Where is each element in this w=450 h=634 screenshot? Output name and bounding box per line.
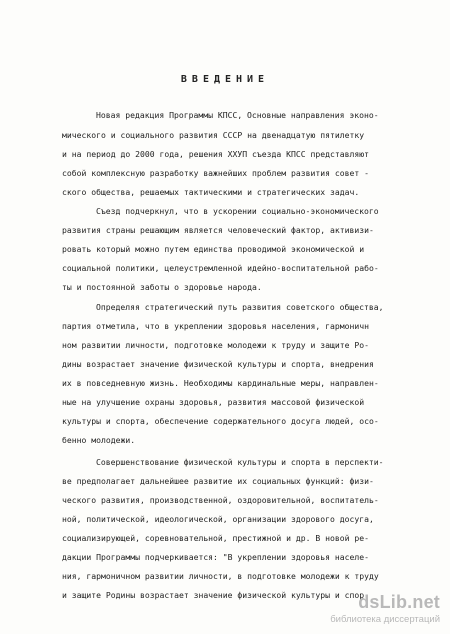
- watermark-logo: dsLib.net: [358, 592, 440, 612]
- text-line: Совершенствование физической культуры и спорта в перспекти-: [96, 457, 384, 467]
- text-line: развития страны решающим является человеческий фактор, активизи-: [62, 225, 374, 235]
- text-line: дакции Программы подчеркивается: "В укреплении здоровья населе-: [62, 552, 369, 562]
- text-line: ные на улучшение охраны здоровья, развития массовой физической: [62, 397, 365, 407]
- text-line: Определяя стратегический путь развития советского общества,: [96, 302, 384, 312]
- text-line: социальной политики, целеустремленной идейно-воспитательной рабо-: [62, 263, 379, 273]
- text-line: и защите Родины возрастает значение физической культуры и спор-: [62, 590, 369, 600]
- text-line: ровать который можно путем единства проводимой экономической и: [62, 244, 365, 254]
- text-line: их в повседневную жизнь. Необходимы кардинальные меры, направлен-: [62, 378, 379, 388]
- text-line: Съезд подчеркнул, что в ускорении социально-экономического: [96, 206, 379, 216]
- text-line: социализирующей, соревновательной, престижной и др. В новой ре-: [62, 533, 369, 543]
- text-line: ном развитии личности, подготовке молодежи к труду и защите Ро-: [62, 340, 369, 350]
- document-title: ВВЕДЕНИЕ: [180, 74, 270, 85]
- text-line: мического и социального развития СССР на двенадцатую пятилетку: [62, 130, 365, 140]
- watermark-subtitle: библиотека диссертаций: [330, 614, 440, 625]
- text-line: партия отметила, что в укреплении здоровья населения, гармоничн: [62, 321, 369, 331]
- text-line: Новая редакция Программы КПСС, Основные направления эконо-: [96, 110, 379, 120]
- text-line: и на период до 2000 года, решения ХХУП съезда КПСС представляют: [62, 149, 369, 159]
- text-line: ве предполагает дальнейшее развитие их социальных функций: физи-: [62, 476, 374, 486]
- text-line: бенно молодежи.: [62, 435, 136, 445]
- text-line: собой комплексную разработку важнейших проблем развития совет -: [62, 168, 369, 178]
- text-line: культуры и спорта, обеспечение содержательного досуга людей, осо-: [62, 416, 379, 426]
- text-line: ной, политической, идеологической, организации здорового досуга,: [62, 514, 374, 524]
- text-line: дины возрастает значение физической культуры и спорта, внедрения: [62, 359, 374, 369]
- text-line: ского общества, решаемых тактическими и стратегических задач.: [62, 187, 360, 197]
- site-watermark: [290, 592, 440, 626]
- text-line: ческого развития, производственной, оздоровительной, воспитатель-: [62, 495, 379, 505]
- text-line: ния, гармоничном развитии личности, в подготовке молодежи к труду: [62, 571, 379, 581]
- text-line: ты и постоянной заботы о здоровье народа.: [62, 282, 262, 292]
